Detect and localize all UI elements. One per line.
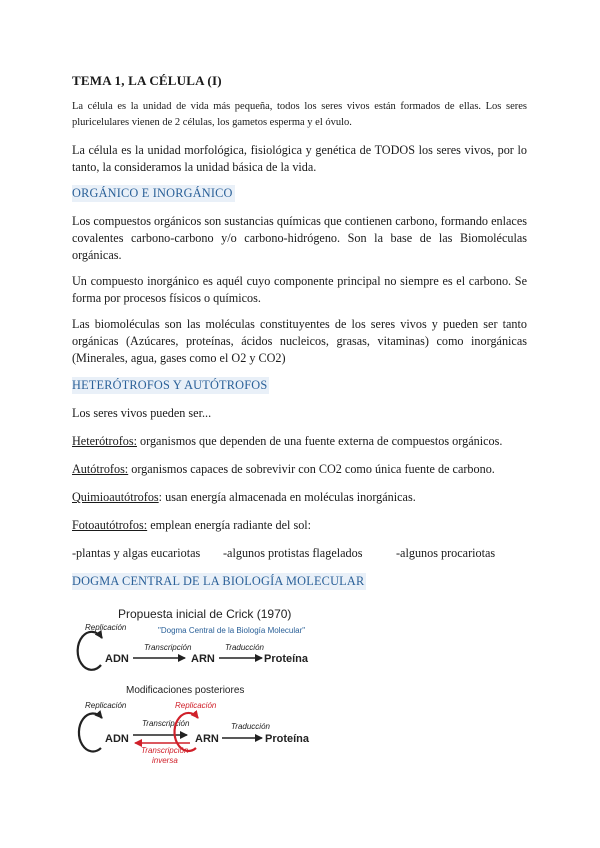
label-arn: ARN	[191, 653, 215, 665]
definition-text: : usan energía almacenada en moléculas inorgánicas.	[158, 490, 416, 504]
label-transcripcion-inversa-1: Transcripción	[141, 746, 189, 755]
example-item: -algunos protistas flagelados	[223, 546, 363, 560]
label-adn: ADN	[105, 653, 129, 665]
label-replicacion-arn: Replicación	[175, 701, 217, 710]
label-traduccion-2: Traducción	[231, 722, 270, 731]
definition-text: organismos capaces de sobrevivir con CO2 como única fuente de carbono.	[128, 462, 495, 476]
label-adn-2: ADN	[105, 733, 129, 745]
intro-small-paragraph: La célula es la unidad de vida más pequeña, todos los seres vivos están formados de ellas. Los seres pluricelulares vienen de 2 células, los gametos esperma y el óvulo.	[72, 101, 527, 128]
replication-loop-arrow	[78, 632, 102, 670]
paragraph-compuesto-inorganico: Un compuesto inorgánico es aquél cuyo componente principal no siempre es el carbono. Se forma por procesos físicos o químicos.	[72, 274, 527, 305]
label-dogma-central: "Dogma Central de la Biología Molecular"	[158, 626, 306, 635]
section-heading-dogma: DOGMA CENTRAL DE LA BIOLOGÍA MOLECULAR	[72, 574, 365, 588]
paragraph-biomoleculas: Las biomoléculas son las moléculas constituyentes de los seres vivos y pueden ser tanto orgánicas (Azúcares, proteínas, ácidos nucleicos, grasas, vitaminas) como inorgánicas (Minerales, agua, gases como el O2 y CO2)	[72, 317, 527, 365]
label-transcripcion-inversa-2: inversa	[152, 756, 178, 765]
label-replicacion-2: Replicación	[85, 701, 127, 710]
page-title: TEMA 1, LA CÉLULA (I)	[72, 73, 222, 88]
diagram-title-modificaciones: Modificaciones posteriores	[126, 685, 245, 696]
example-item: -plantas y algas eucariotas	[72, 546, 201, 560]
label-arn-2: ARN	[195, 733, 219, 745]
label-proteina-2: Proteína	[265, 733, 310, 745]
definition-text: organismos que dependen de una fuente externa de compuestos orgánicos.	[136, 434, 503, 448]
label-traduccion: Traducción	[225, 643, 264, 652]
definition-text: emplean energía radiante del sol:	[147, 518, 312, 532]
section-heading-organico: ORGÁNICO E INORGÁNICO	[72, 186, 233, 200]
term-quimioautotrofos: Quimioautótrofos	[72, 490, 159, 504]
diagram-title-crick: Propuesta inicial de Crick (1970)	[118, 607, 292, 621]
paragraph-seres-vivos: Los seres vivos pueden ser...	[72, 406, 212, 420]
term-fotoautotrofos: Fotoautótrofos:	[72, 518, 148, 532]
label-proteina: Proteína	[264, 653, 309, 665]
label-replicacion: Replicación	[85, 623, 127, 632]
paragraph-compuestos-organicos: Los compuestos orgánicos son sustancias químicas que contienen carbono, formando enlaces covalentes carbono-carbono y/o carbono-hidrógeno. Son la base de las Biomoléculas orgánicas.	[72, 214, 527, 262]
example-item: -algunos procariotas	[396, 546, 496, 560]
dna-replication-loop-arrow	[79, 713, 102, 751]
section-heading-heterotrofos: HETERÓTROFOS Y AUTÓTROFOS	[72, 378, 268, 392]
term-heterotrofos: Heterótrofos:	[72, 434, 137, 448]
term-autotrofos: Autótrofos:	[72, 462, 129, 476]
label-transcripcion: Transcripción	[144, 643, 192, 652]
intro-paragraph: La célula es la unidad morfológica, fisiológica y genética de TODOS los seres vivos, por lo tanto, la consideramos la unidad básica de la vida.	[72, 143, 527, 174]
label-transcripcion-2: Transcripción	[142, 719, 190, 728]
